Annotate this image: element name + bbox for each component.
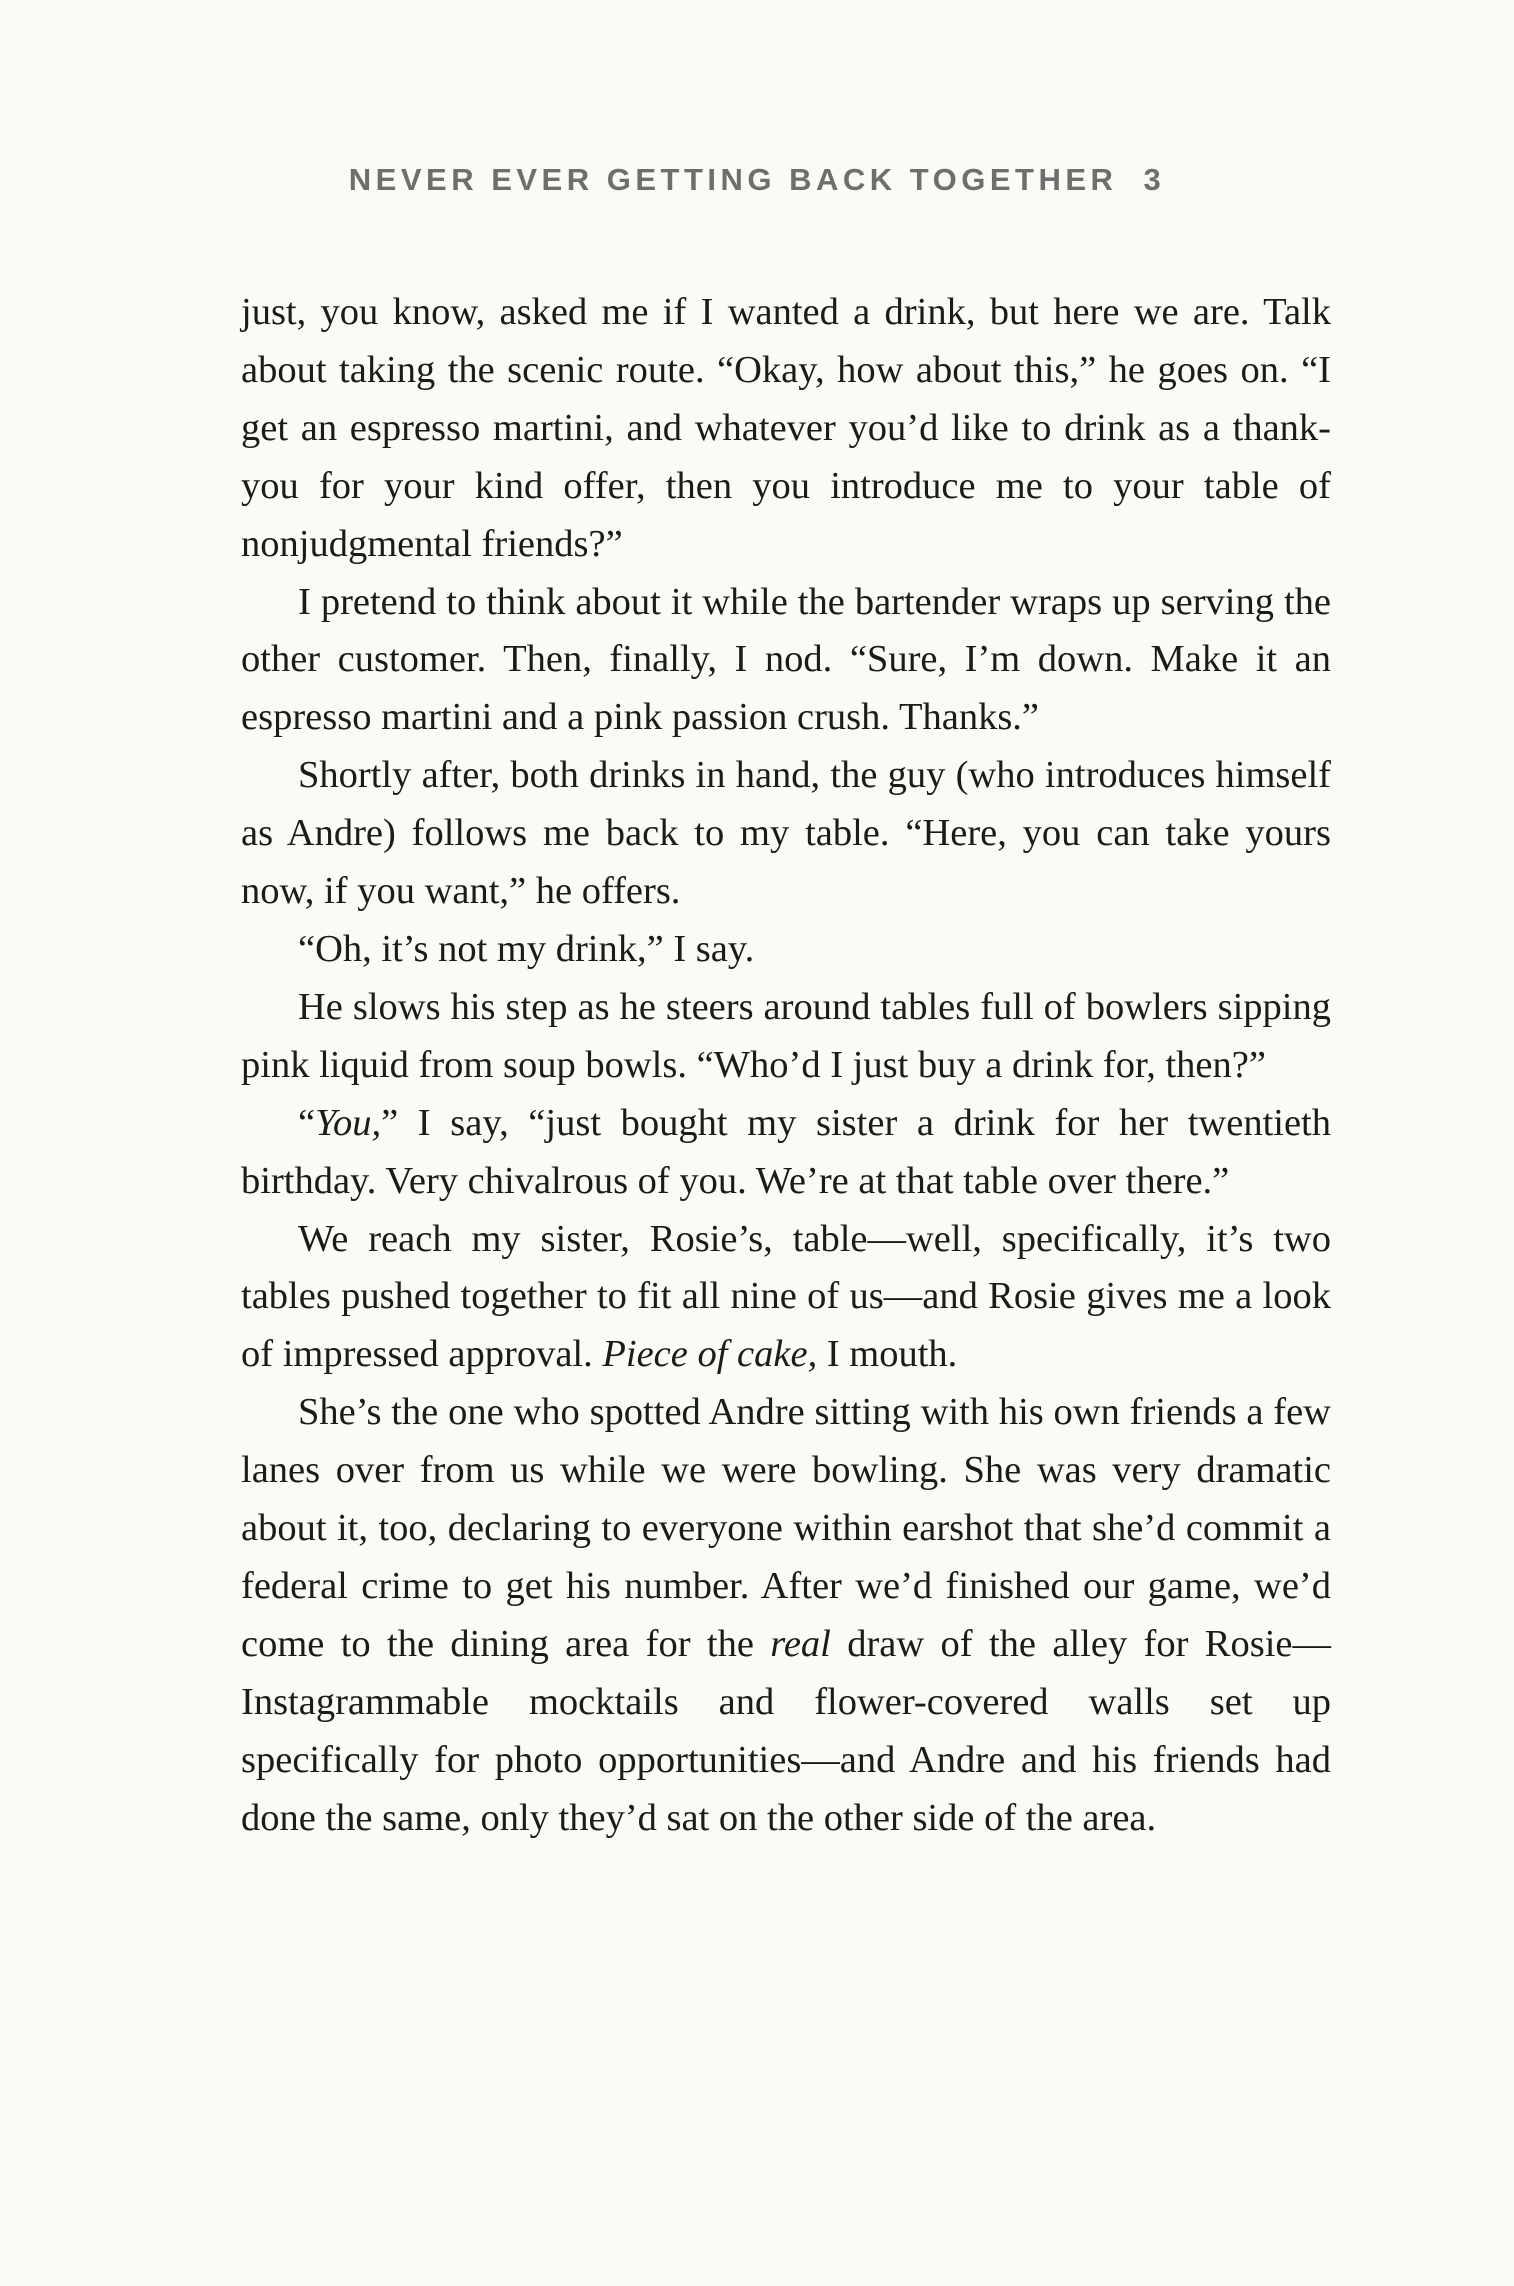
paragraph-2: I pretend to think about it while the bartender wraps up serving the other customer. Then, finally, I nod. “Sure, I’m down. Make it an espresso martini and a pink passion crush. Thanks.” [241,580,1331,739]
paragraph-6-post: ” I say, “just bought my sister a drink for her twentieth birthday. Very chivalrous of you. We’re at that table over there.” [241,1101,1331,1202]
paragraph-8-pre: She’s the one who spotted Andre sitting with his own friends a few lanes over from us while we were bowling. She was very dramatic about it, too, declaring to everyone within earshot that she’d commit a federal crime to get his number. After we’d finished our game, we’d come to the dining area for the [241,1391,1331,1665]
running-head [0,162,1514,198]
body-text [241,284,1331,1847]
paragraph-6 [241,1095,1331,1211]
page-number: 3 [1143,162,1166,197]
paragraph-7 [241,1211,1331,1385]
paragraph-4: “Oh, it’s not my drink,” I say. [298,927,755,970]
paragraph-6-emphasis: You, [315,1101,382,1144]
paragraph-1: just, you know, asked me if I wanted a drink, but here we are. Talk about taking the scenic route. “Okay, how about this,” he goes on. “I get an espresso martini, and whatever you’d like to drink as a thank-you for your kind offer, then you introduce me to your table of nonjudgmental friends?” [241,291,1331,565]
paragraph-7-emphasis: Piece of cake, [602,1333,818,1376]
paragraph-6-pre: “ [298,1101,316,1144]
paragraph-5: He slows his step as he steers around tables full of bowlers sipping pink liquid from soup bowls. “Who’d I just buy a drink for, then?” [241,985,1331,1086]
paragraph-8-emphasis: real [770,1622,831,1665]
book-title: NEVER EVER GETTING BACK TOGETHER [348,162,1118,197]
paragraph-3: Shortly after, both drinks in hand, the guy (who introduces himself as Andre) follows me back to my table. “Here, you can take yours now, if you want,” he offers. [241,754,1331,913]
paragraph-8-post: draw of the alley for Rosie—Instagrammable mocktails and flower-covered walls set up specifically for photo opportunities—and Andre and his friends had done the same, only they’d sat on the other side of the area. [241,1622,1331,1839]
paragraph-7-pre: We reach my sister, Rosie’s, table—well, specifically, it’s two tables pushed together to fit all nine of us—and Rosie gives me a look of impressed approval. [241,1217,1331,1376]
paragraph-7-post: I mouth. [817,1333,958,1376]
paragraph-8 [241,1384,1331,1847]
